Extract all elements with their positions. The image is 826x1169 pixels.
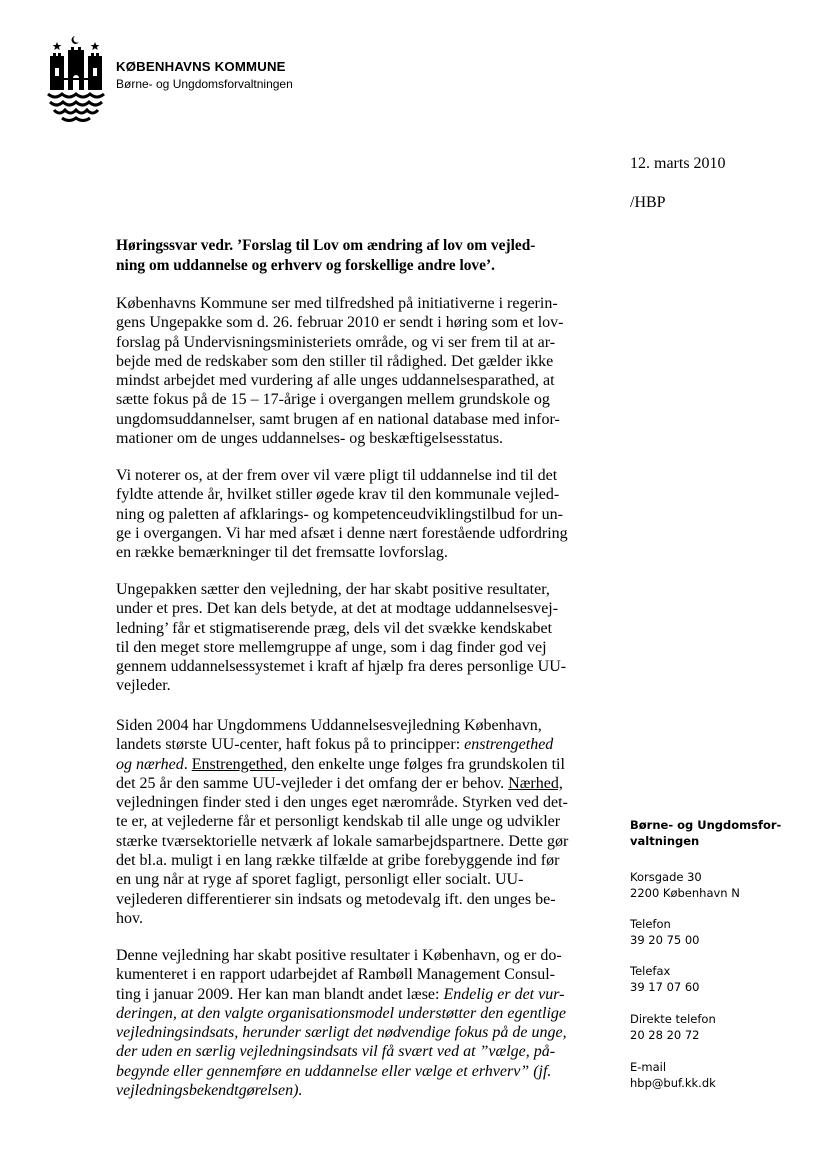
text-line: gennem uddannelsessystemet i kraft af hjælp fra deres personlige UU- <box>116 658 567 676</box>
text-line: en række bemærkninger til det fremsatte lovforslag. <box>116 544 448 562</box>
organization-department: Børne- og Ungdomsforvaltningen <box>116 77 293 91</box>
quote-line: vejledningsindsats, herunder særligt det nødvendige fokus på de unge, <box>116 1024 567 1042</box>
text-line: sætte fokus på de 15 – 17-årige i overgangen mellem grundskole og <box>116 391 550 409</box>
text-line: ungdomsuddannelser, samt brugen af en national database med infor- <box>116 410 560 428</box>
sidebar-fax <box>630 964 700 995</box>
quote-text: Endelig er det vur- <box>443 985 565 1003</box>
emphasis-text: enstrengethed <box>464 736 554 754</box>
text-line: det bl.a. muligt i en lang række tilfælde at gribe forebyggende ind før <box>116 852 560 870</box>
text-line <box>116 755 596 774</box>
text-line: ning og paletten af afklarings- og kompetenceudviklingstilbud for un- <box>116 505 563 523</box>
quote-line: der uden en særlig vejledningsindsats vil få svært ved at ”vælge, på- <box>116 1043 556 1061</box>
text-line <box>116 985 596 1004</box>
paragraph-1 <box>116 294 596 448</box>
text-line <box>116 735 596 754</box>
text-run: den enkelte unge følges fra grundskolen til <box>287 755 565 773</box>
sidebar-phone <box>630 917 700 948</box>
text-line: ledning’ får et stigmatiserende præg, dels vil det svække kendskabet <box>116 619 553 637</box>
heading-line: ning om uddannelse og erhverv og forskellige andre love’. <box>116 256 495 274</box>
text-run: landets største UU-center, haft fokus på to principper: <box>116 736 465 754</box>
letter-date: 12. marts 2010 <box>630 155 726 172</box>
paragraph-5 <box>116 946 596 1100</box>
email-address[interactable]: hbp@buf.kk.dk <box>630 1075 716 1090</box>
underlined-term: Enstrengethed, <box>191 755 288 773</box>
text-line <box>116 774 596 793</box>
letter-heading <box>116 236 586 275</box>
text-line: te er, at vejlederne får et personligt kendskab til alle unge og udvikler <box>116 813 561 831</box>
sidebar-department-title <box>630 818 781 849</box>
text-line: til den meget store mellemgruppe af unge, som i dag finder god vej <box>116 638 547 656</box>
fax-label: Telefax <box>630 964 671 978</box>
text-run: ting i januar 2009. Her kan man blandt andet læse: <box>116 985 444 1003</box>
text-line: vejlederen differentierer sin indsats og metodevalg ift. den unges be- <box>116 890 556 908</box>
text-line: forslag på Undervisningsministeriets område, og vi ser frem til at ar- <box>116 333 556 351</box>
text-line: en ung når at ryge af sporet fagligt, personligt eller socialt. UU- <box>116 871 524 889</box>
phone-label: Telefon <box>630 917 671 931</box>
quote-line: begynde eller gennemføre en uddannelse eller vælge et erhverv” (jf. <box>116 1062 552 1080</box>
letter-reference: /HBP <box>630 194 666 211</box>
text-run: det 25 år den samme UU-vejleder i det omfang der er behov. <box>116 774 509 792</box>
text-line: vejledningen finder sted i den unges eget nærområde. Styrken ved det- <box>116 794 568 812</box>
underlined-term: Nærhed, <box>508 774 563 792</box>
sidebar-email <box>630 1060 716 1091</box>
sidebar-direct-phone <box>630 1012 716 1043</box>
sidebar-title-line: valtningen <box>630 833 700 848</box>
emphasis-text: og nærhed <box>116 755 184 773</box>
text-line: kumenteret i en rapport udarbejdet af Rambøll Management Consul- <box>116 966 555 984</box>
text-line: mindst arbejdet med vurdering af alle unges uddannelsesparathed, at <box>116 372 555 390</box>
text-line: gens Ungepakke som d. 26. februar 2010 er sendt i høring som et lov- <box>116 314 564 332</box>
text-line: fyldte attende år, hvilket stiller øgede krav til den kommunale vejled- <box>116 486 560 504</box>
heading-line: Høringssvar vedr. ’Forslag til Lov om ændring af lov om vejled- <box>116 237 536 254</box>
text-line: bejde med de redskaber som den stiller til rådighed. Det gælder ikke <box>116 352 554 370</box>
address-street: Korsgade 30 <box>630 870 702 884</box>
text-line: Denne vejledning har skabt positive resultater i København, og er do- <box>116 947 562 964</box>
quote-line: vejledningsbekendtgørelsen). <box>116 1082 303 1100</box>
text-line: under et pres. Det kan dels betyde, at det at modtage uddannelsesvej- <box>116 600 559 618</box>
address-city: 2200 København N <box>630 885 740 900</box>
paragraph-3 <box>116 580 596 696</box>
copenhagen-coat-of-arms-icon <box>44 34 108 124</box>
organization-name: KØBENHAVNS KOMMUNE <box>116 59 286 74</box>
text-line: Københavns Kommune ser med tilfredshed på initiativerne i regerin- <box>116 295 558 312</box>
text-line: stærke tværsektorielle netværk af lokale samarbejdspartnere. Dette gør <box>116 832 569 850</box>
direct-phone-label: Direkte telefon <box>630 1012 716 1026</box>
sidebar-title-line: Børne- og Ungdomsfor- <box>630 818 782 832</box>
fax-number: 39 17 07 60 <box>630 979 700 994</box>
direct-phone-number: 20 28 20 72 <box>630 1027 700 1042</box>
text-line: Siden 2004 har Ungdommens Uddannelsesvejledning København, <box>116 717 542 734</box>
text-line: vejleder. <box>116 677 171 695</box>
text-line: mationer om de unges uddannelses- og beskæftigelsesstatus. <box>116 430 504 448</box>
paragraph-2 <box>116 466 596 562</box>
text-line: Vi noterer os, at der frem over vil være pligt til uddannelse ind til det <box>116 467 558 484</box>
quote-line: deringen, at den valgte organisationsmodel understøtter den egentlige <box>116 1004 566 1022</box>
text-line: hov. <box>116 909 143 927</box>
phone-number: 39 20 75 00 <box>630 932 700 947</box>
paragraph-4 <box>116 716 596 928</box>
text-run: . <box>183 755 192 773</box>
text-line: Ungepakken sætter den vejledning, der har skabt positive resultater, <box>116 581 550 598</box>
email-label: E-mail <box>630 1060 667 1074</box>
text-line: ge i overgangen. Vi har med afsæt i denne nært forestående udfordring <box>116 524 568 542</box>
sidebar-address <box>630 870 740 901</box>
